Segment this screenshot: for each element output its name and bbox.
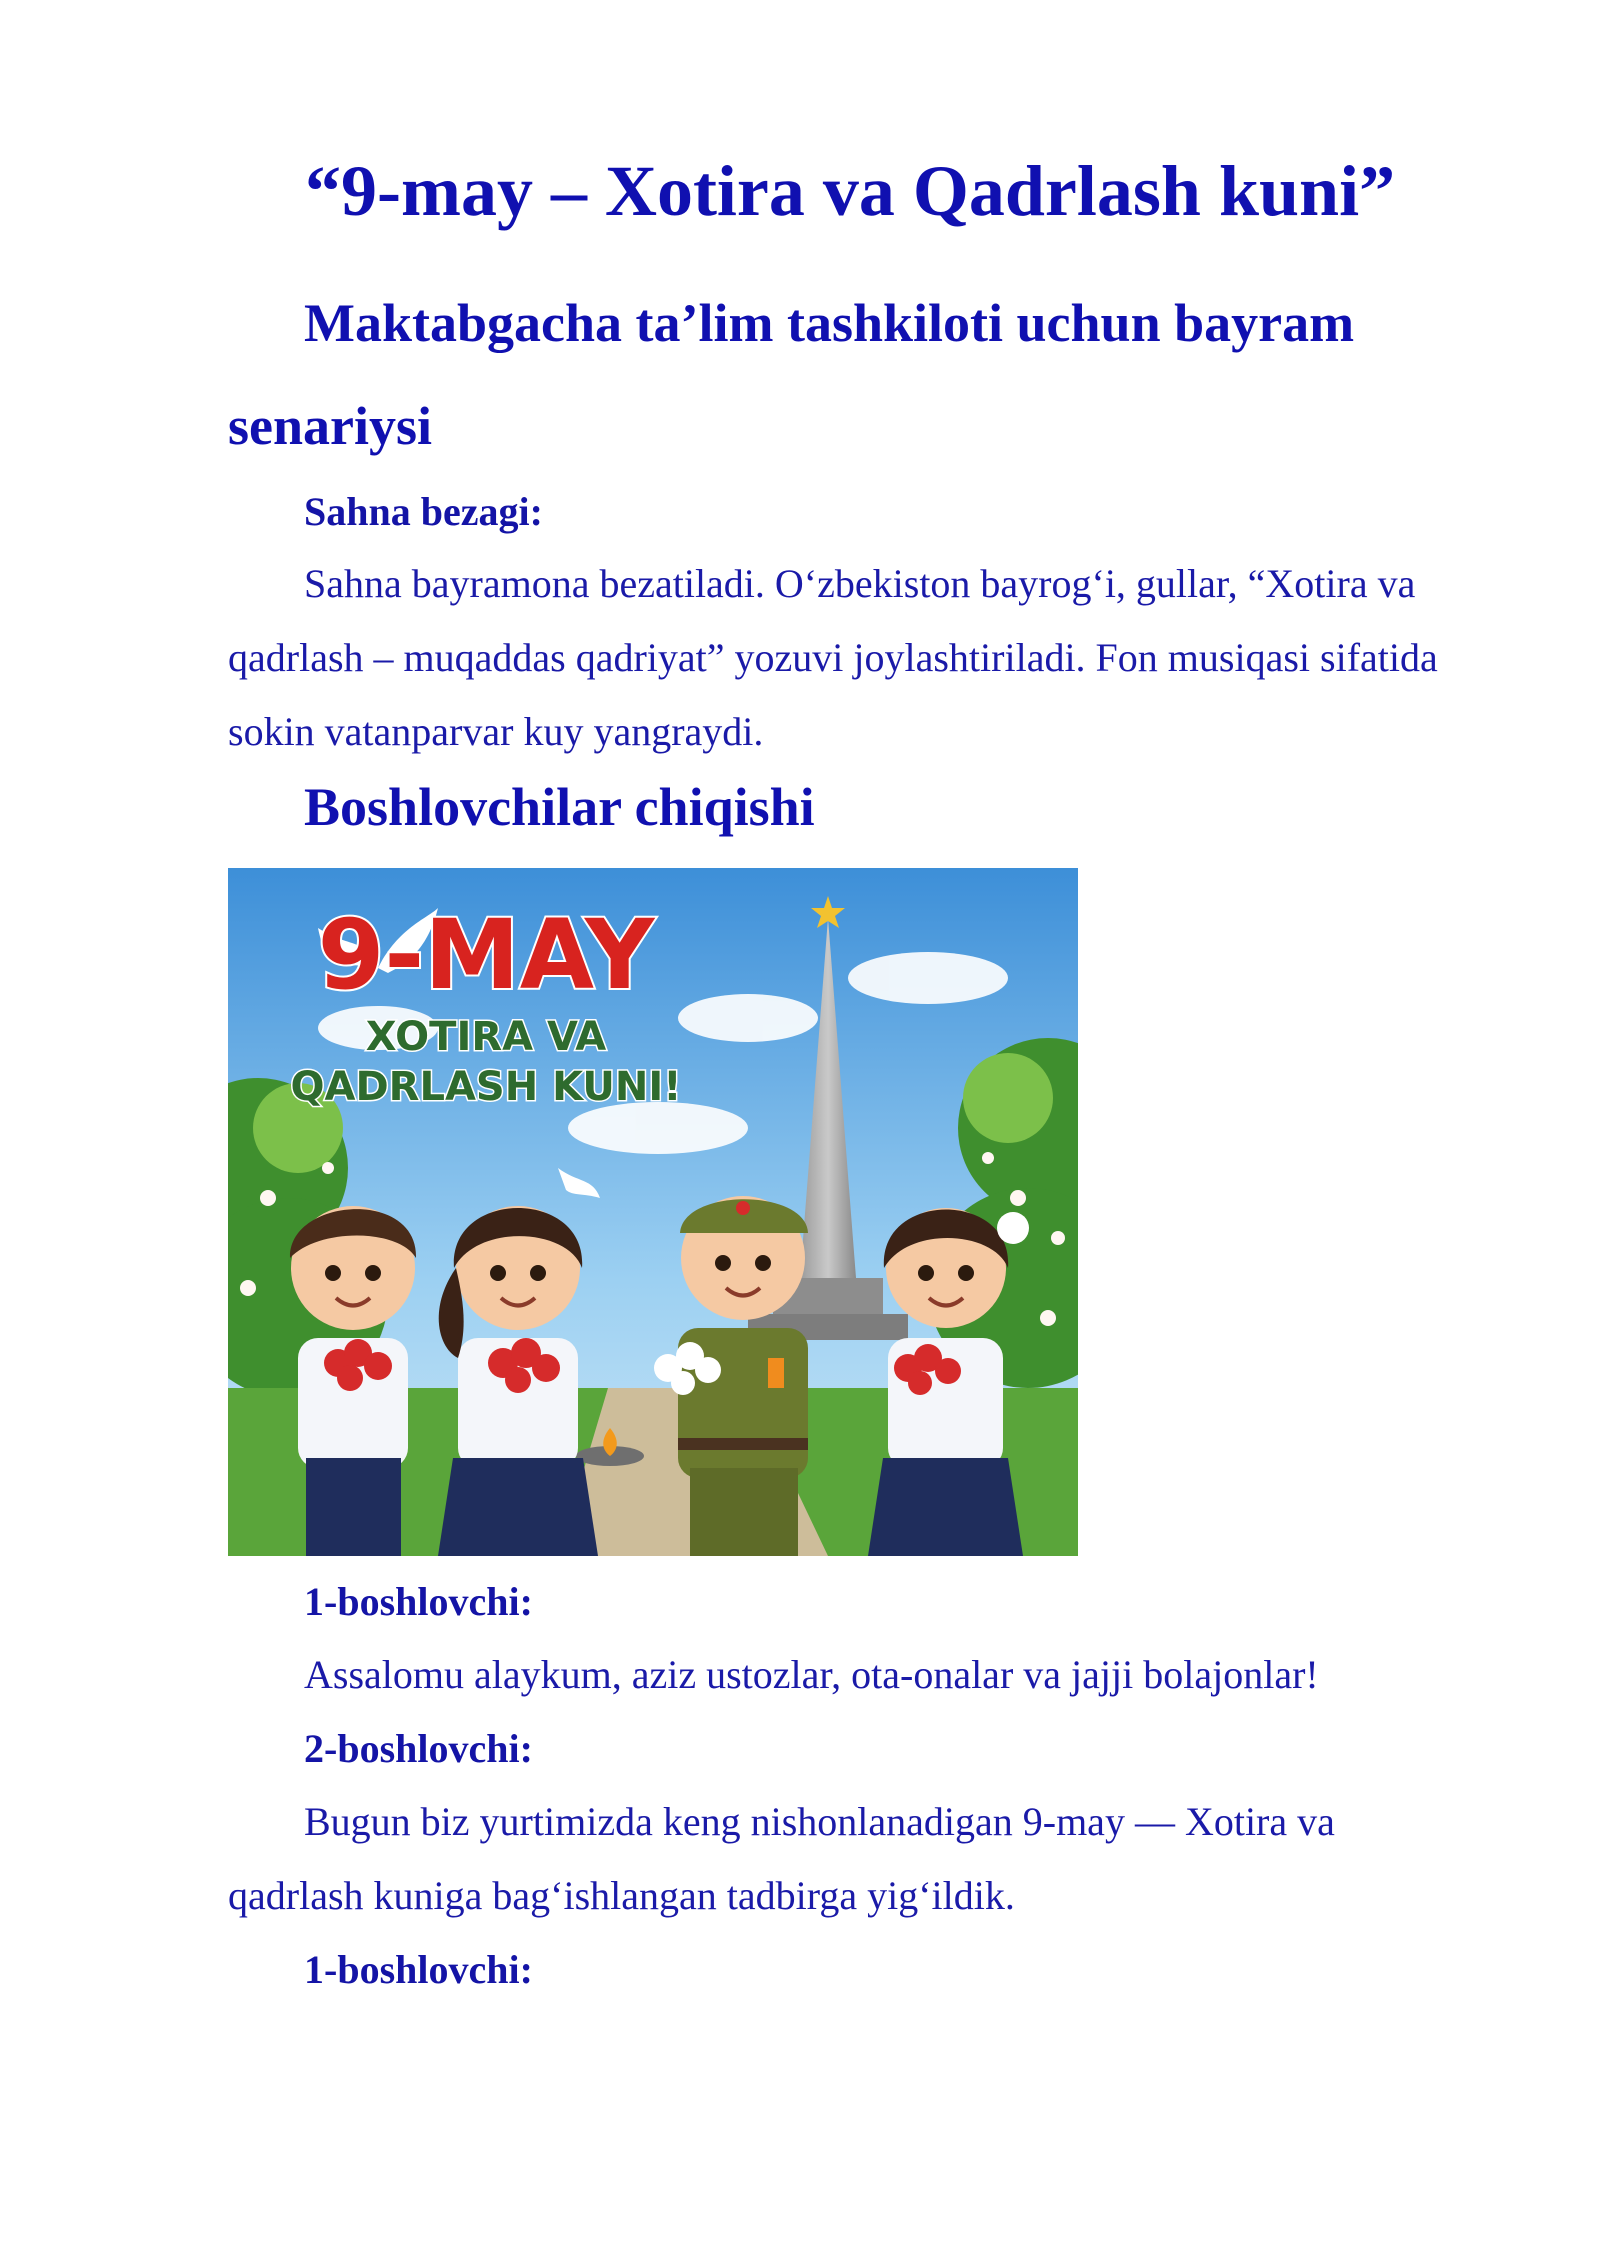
host3-label: 1-boshlovchi:	[304, 1947, 533, 1992]
host2-label: 2-boshlovchi:	[304, 1726, 533, 1771]
decor-paragraph: Sahna bayramona bezatiladi. O‘zbekiston bayrog‘i, gullar, “Xotira va qadrlash – muqaddas qadriyat” yozuvi joylashtiriladi. Fon musiqasi sifatida sokin vatanparvar kuy yangraydi.	[228, 561, 1438, 754]
holiday-illustration	[228, 868, 1078, 1556]
child-girl-middle	[438, 1206, 598, 1556]
page-subtitle: Maktabgacha ta’lim tashkiloti uchun bayram senariysi	[228, 293, 1355, 456]
illustration-headline: 9-MAY	[317, 899, 655, 1011]
page-title: “9-may – Xotira va Qadrlash kuni”	[305, 151, 1396, 231]
section-title: Boshlovchilar chiqishi	[304, 777, 815, 837]
decor-label: Sahna bezagi:	[304, 489, 543, 534]
host1-label: 1-boshlovchi:	[304, 1579, 533, 1624]
host1-text: Assalomu alaykum, aziz ustozlar, ota-onalar va jajji bolajonlar!	[304, 1652, 1319, 1697]
illustration-line1: XOTIRA VA	[365, 1014, 607, 1060]
illustration-line2: QADRLASH KUNI!	[290, 1064, 682, 1110]
host2-text: Bugun biz yurtimizda keng nishonlanadigan 9-may — Xotira va qadrlash kuniga bag‘ishlangan tadbirga yig‘ildik.	[228, 1799, 1335, 1918]
child-boy-left	[290, 1206, 416, 1556]
